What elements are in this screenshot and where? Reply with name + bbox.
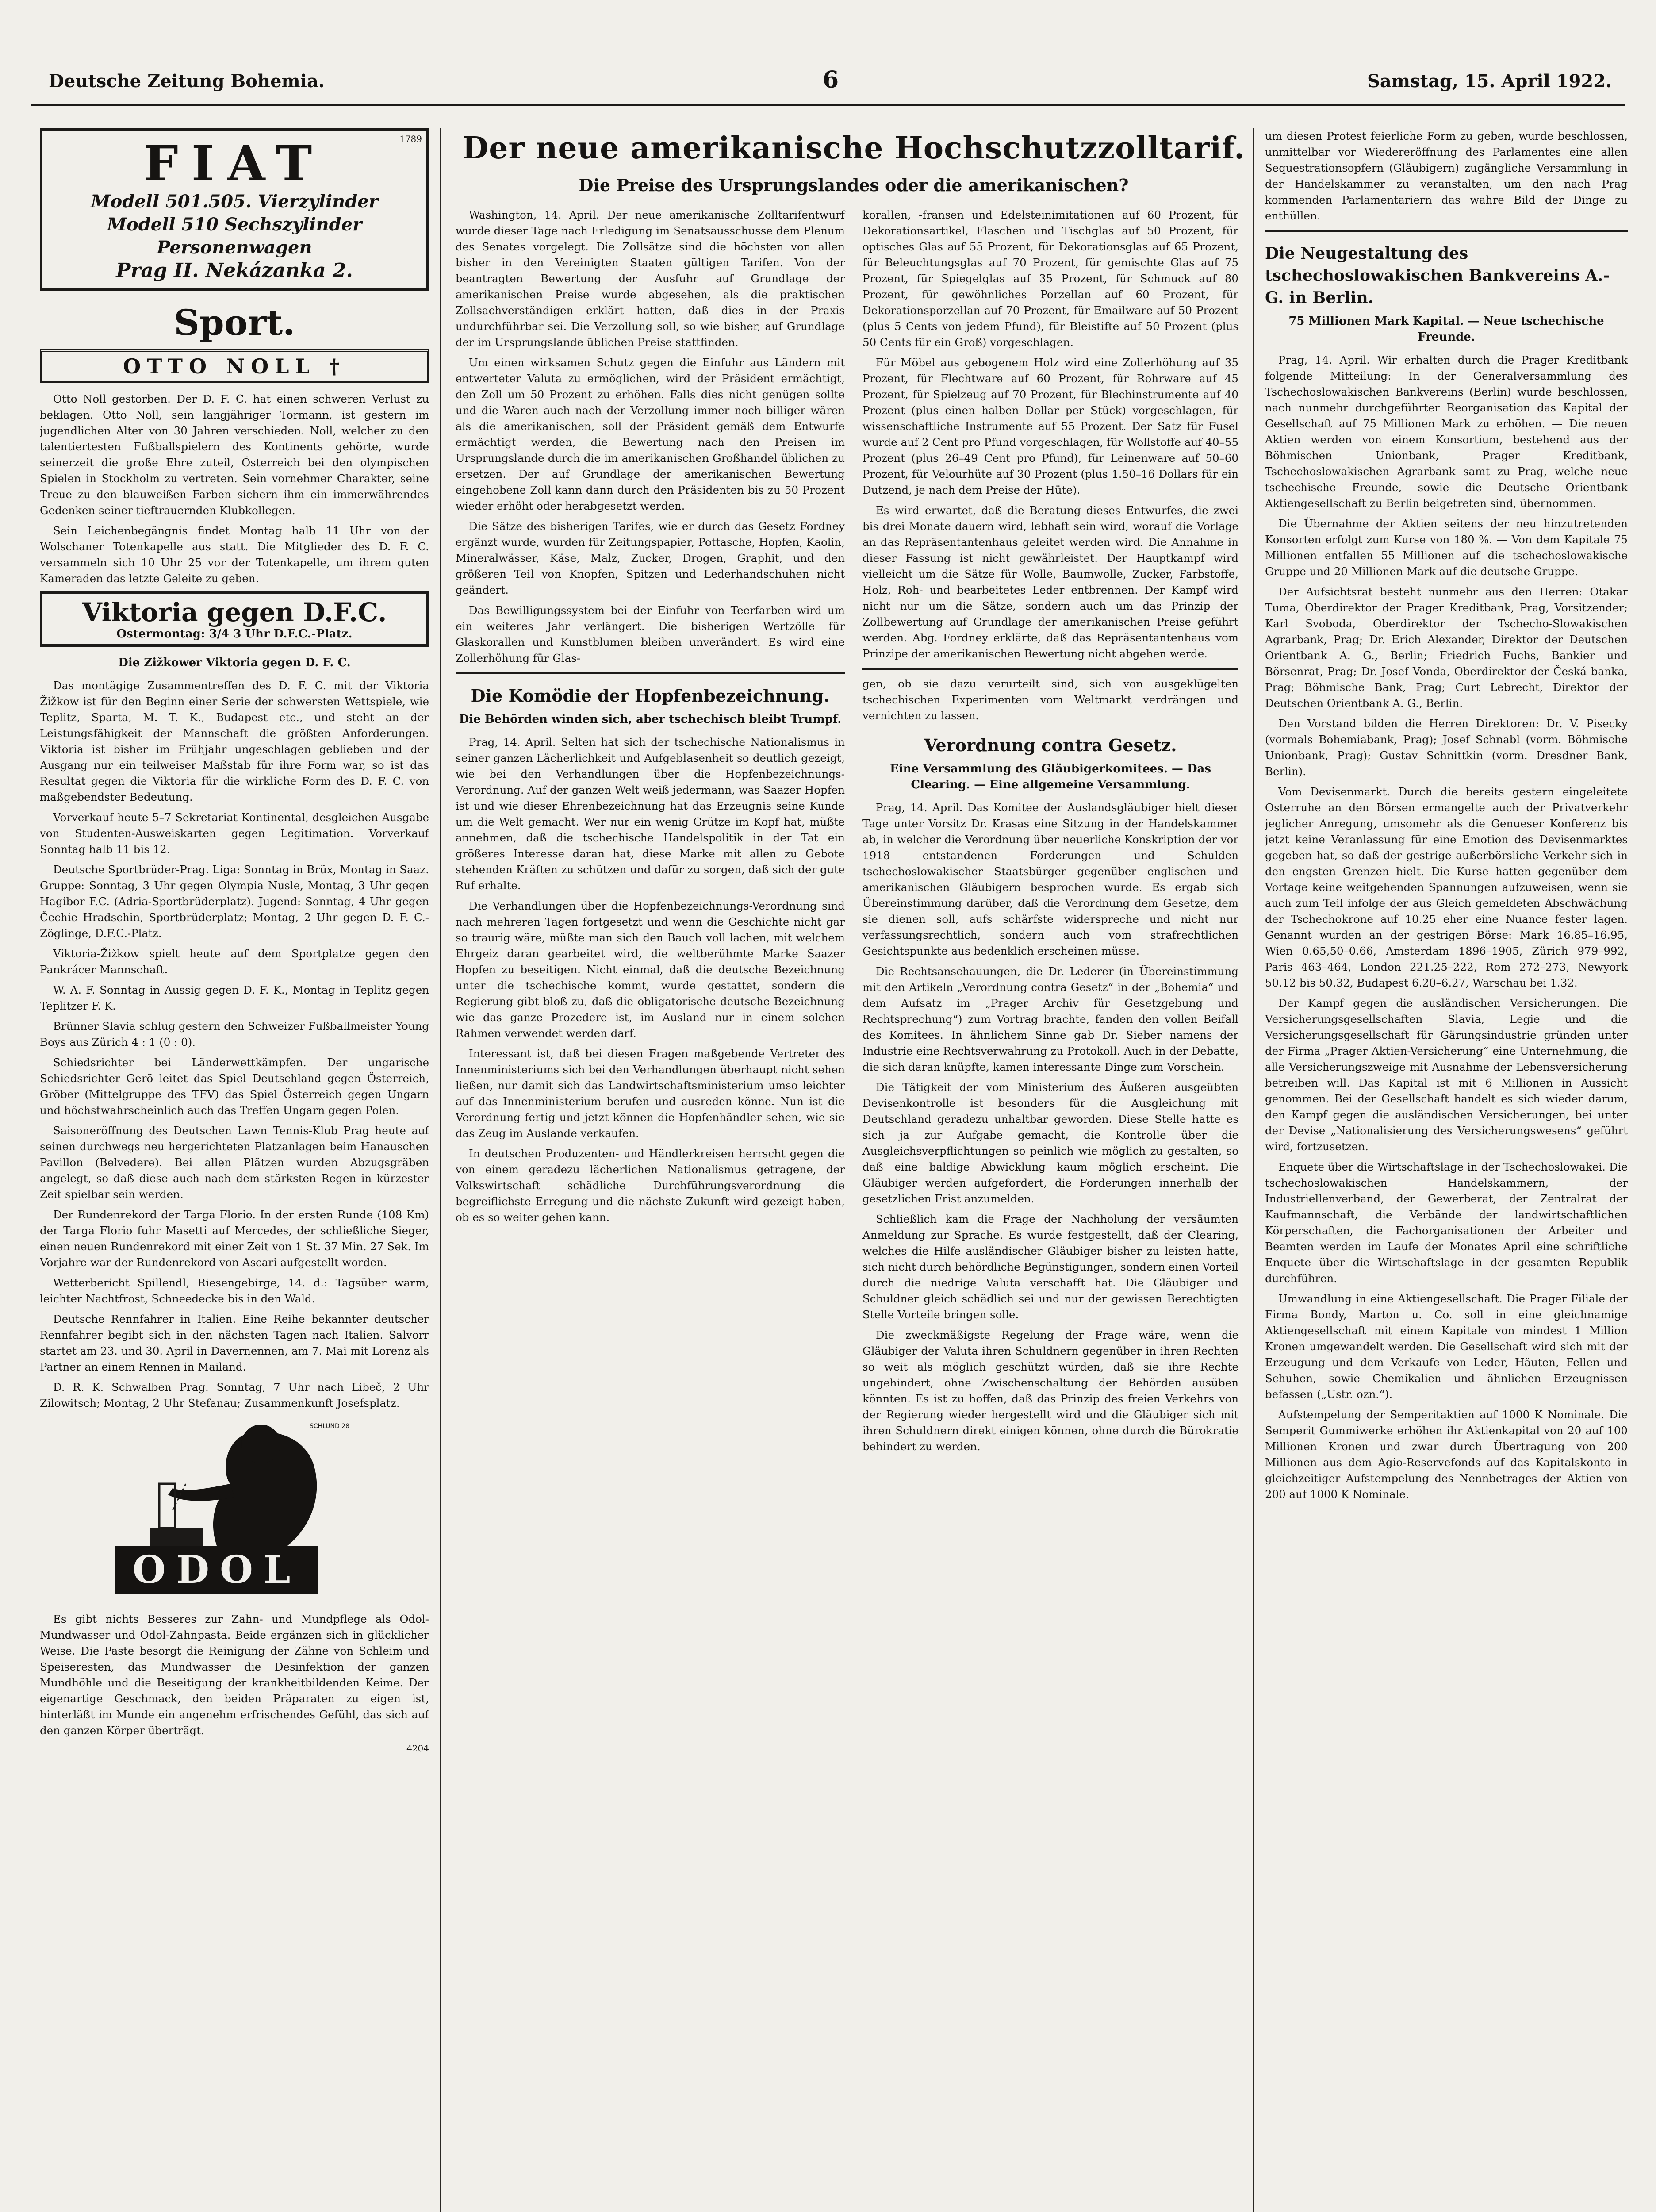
article-paragraph: Deutsche Rennfahrer in Italien. Eine Reihe bekannter deutscher Rennfahrer begibt sich in den nächsten Tagen nach Italien. Salvorr startet am 23. und 30. April in Davernennen, am 7. Mai mit Lorenz als Partner an einem Rennen in Mailand. <box>40 1313 429 1373</box>
viktoria-title: Viktoria gegen D.F.C. <box>82 597 387 627</box>
fiat-advertisement <box>40 128 429 291</box>
article-paragraph: Brünner Slavia schlug gestern den Schweizer Fußballmeister Young Boys aus Zürich 4 : 1 (0 : 0). <box>40 1020 429 1048</box>
section-rule <box>456 672 845 674</box>
viktoria-advertisement <box>40 591 429 647</box>
article-paragraph: Die zweckmäßigste Regelung der Frage wäre, wenn die Gläubiger der Valuta ihren Schuldnern gegenüber in ihren Rechten so weit als möglich geschützt würden, daß sie ihre Rechte ungehindert, ohne Zwischenschaltung der Behörden ausüben könnten. Es ist zu hoffen, daß das Prinzip des freien Verkehrs von der Regierung wieder hergestellt wird und die Gläubiger sich mit ihren Schuldnern direkt einigen können, ohne durch die Bürokratie behindert zu werden. <box>862 1329 1238 1453</box>
article-paragraph: Schiedsrichter bei Länderwettkämpfen. Der ungarische Schiedsrichter Gerö leitet das Spiel Deutschland gegen Österreich, Gröber (Mittelgruppe des TFV) das Spiel Österreich gegen Ungarn und höchstwahrscheinlich auch das Treffen Ungarn gegen Polen. <box>40 1056 429 1117</box>
article-paragraph: Sein Leichenbegängnis findet Montag halb 11 Uhr von der Wolschaner Totenkapelle aus statt. Die Mitglieder des D. F. C. versammeln sich 10 Uhr 25 vor der Totenkapelle, um ihrem guten Kameraden das letzte Geleite zu geben. <box>40 524 429 585</box>
article-paragraph: Prag, 14. April. Selten hat sich der tschechische Nationalismus in seiner ganzen Lächerlichkeit und Aufgeblasenheit so deutlich gezeigt, wie bei den Verhandlungen über die Hopfenbezeichnungs-Verordnung. Auf der ganzen Welt weiß jedermann, was Saazer Hopfen ist und wie dieser Ehrenbezeichnung hat das Erzeugnis seine Kunde um die Welt gemacht. Wer nur ein wenig Grütze im Kopf hat, müßte annehmen, daß die tschechische Handelspolitik in der Tat ein größeres Interesse daran hat, diese Marke mit allen zu Gebote stehenden Kräften zu schützen und dafür zu sorgen, daß sich der gute Ruf erhalte. <box>456 736 845 892</box>
article-paragraph: Aufstempelung der Semperitaktien auf 1000 K Nominale. Die Semperit Gummiwerke erhöhen ihr Aktienkapital von 20 auf 100 Millionen Kronen und zwar durch Übertragung von 200 Millionen aus dem Agio-Reservefonds auf das Kapitalskonto in gleichzeitiger Aufstempelung des Nennbetrages der Aktien von 200 auf 1000 K Nominale. <box>1265 1408 1628 1501</box>
article-paragraph: Washington, 14. April. Der neue amerikanische Zolltarifentwurf wurde dieser Tage nach Erledigung im Senatsausschusse dem Plenum des Senates vorgelegt. Die Zollsätze sind die höchsten von allen bisher in den Vereinigten Staaten gültigen Tarifen. Von der beantragten Bewertung der Ausfuhr auf Grundlage der amerikanischen Preise wurde abgesehen, als die praktischen Zollsachverständigen erklärt hatten, daß dies in der Praxis undurchführbar sei. Die Verzollung soll, so wie bisher, auf Grundlage der im Ursprungslande üblichen Preise stattfinden. <box>456 208 845 349</box>
fiat-address: Prag II. Nekázanka 2. <box>116 259 353 282</box>
column-divider <box>1253 128 1254 2212</box>
newspaper-page <box>31 66 1628 2212</box>
article-column-right <box>862 207 1238 1459</box>
article-subheadline: Die Behörden winden sich, aber tschechisch bleibt Trumpf. <box>459 713 842 726</box>
main-subheadline: Die Preise des Ursprungslandes oder die amerikanischen? <box>579 175 1129 195</box>
article-headline: Die Komödie der Hopfenbezeichnung. <box>471 686 830 706</box>
article-paragraph: Saisoneröffnung des Deutschen Lawn Tennis-Klub Prag heute auf seinen durchwegs neu hergerichteten Platzanlagen beim Hanauschen Pavillon (Belvedere). Bei allen Plätzen wurden Abzugsgräben angelegt, so daß diese auch nach dem stärksten Regen in kürzester Zeit spielbar sein werden. <box>40 1124 429 1201</box>
article-paragraph: Es gibt nichts Besseres zur Zahn- und Mundpflege als Odol-Mundwasser und Odol-Zahnpasta. Beide ergänzen sich in glücklicher Weise. Die Paste besorgt die Reinigung der Zähne von Schleim und Speiseresten, das Mundwasser die Desinfektion der ganzen Mundhöhle und die Beseitigung der krankheitbildenden Keime. Der eigenartige Geschmack, den beiden Präparaten zu eigen ist, hinterläßt im Munde ein angenehm erfrischendes Gefühl, das sich auf den ganzen Körper überträgt. <box>40 1613 429 1737</box>
article-subheadline: Eine Versammlung des Gläubigerkomitees. — Das Clearing. — Eine allgemeine Versammlung. <box>889 762 1211 791</box>
article-paragraph: D. R. K. Schwalben Prag. Sonntag, 7 Uhr nach Libeč, 2 Uhr Zilowitsch; Montag, 2 Uhr Stefanau; Zusammenkunft Josefsplatz. <box>40 1381 429 1409</box>
section-title-sport: Sport. <box>173 302 295 343</box>
article-column-left <box>456 207 845 1230</box>
article-paragraph: um diesen Protest feierliche Form zu geben, wurde beschlossen, unmittelbar vor Wiedereröffnung des Parlamentes eine allen Sequestrationsopfern (Gläubigern) zugängliche Versammlung in der Handelskammer zu veranstalten, um den nach Prag kommenden Parlamentariern das wahre Bild der Dinge zu enthüllen. <box>1265 130 1628 222</box>
article-headline: Die Neugestaltung des tschechoslowakischen Bankvereins A.-G. in Berlin. <box>1265 244 1610 307</box>
ad-number: 1789 <box>399 134 422 144</box>
fiat-line: Personenwagen <box>157 237 312 258</box>
fiat-line: Modell 510 Sechszylinder <box>107 214 362 235</box>
article-paragraph: Prag, 14. April. Wir erhalten durch die Prager Kreditbank folgende Mitteilung: In der Generalversammlung des Tschechoslowakischen Bankvereins (Berlin) wurde beschlossen, nach nunmehr durchgeführter Reorganisation das Kapital der Gesellschaft auf 75 Millionen Mark zu erhöhen. — Die neuen Aktien werden von einem Konsortium, bestehend aus der Böhmischen Unionbank, Prager Kreditbank, Tschechoslowakischen Agrarbank samt zu Prag, welche neue tschechische Freunde, sowie die Deutsche Orientbank Aktiengesellschaft zu Berlin beigetreten sind, übernommen. <box>1265 353 1628 510</box>
article-paragraph: Prag, 14. April. Das Komitee der Auslandsgläubiger hielt dieser Tage unter Vorsitz Dr. Krasas eine Sitzung in der Handelskammer ab, in welcher die Verordnung über neuerliche Konskription der vor 1918 entstandenen Forderungen und Schulden tschechoslowakischer Staatsbürger gegenüber englischen und amerikanischen Gläubigern besprochen wurde. Es ergab sich Übereinstimmung darüber, daß die Verordnung dem Gesetze, dem sie dienen soll, aufs schärfste widerspreche und nicht nur verfassungsrechtlich, sondern auch vom strafrechtlichen Gesichtspunkte aus bedenklich erscheinen müsse. <box>862 801 1238 957</box>
fiat-logo: FIAT <box>143 135 326 192</box>
illustrator-signature: SCHLUND 28 <box>310 1423 350 1430</box>
page-number: 6 <box>823 66 839 93</box>
article-paragraph: Für Möbel aus gebogenem Holz wird eine Zollerhöhung auf 35 Prozent, für Flechtware auf 60 Prozent, für Rohrware auf 45 Prozent, für Spielzeug auf 70 Prozent, für Blechinstrumente auf 40 Prozent (plus einen halben Dollar per Stück) vorgeschlagen, für wissenschaftliche Instrumente auf 55 Prozent. Der Satz für Fusel wurde auf 2 Cent pro Pfund vorgeschlagen, für Wollstoffe auf 40–55 Prozent (plus 26–49 Cent pro Pfund), für Leinenware auf 50–60 Prozent, für Velourhüte auf 30 Prozent (plus 1.50–16 Dollars für ein Dutzend, je nach dem Preise der Hüte). <box>862 356 1238 496</box>
article-heading: Die Zižkower Viktoria gegen D. F. C. <box>118 656 351 669</box>
viktoria-subtitle: Ostermontag: 3/4 3 Uhr D.F.C.-Platz. <box>116 627 353 641</box>
column-divider <box>440 128 441 2212</box>
article-paragraph: Viktoria-Žižkow spielt heute auf dem Sportplatze gegen den Pankrácer Mannschaft. <box>40 947 429 976</box>
article-paragraph: Deutsche Sportbrüder-Prag. Liga: Sonntag in Brüx, Montag in Saaz. Gruppe: Sonntag, 3 Uhr gegen Olympia Nusle, Montag, 3 Uhr gegen Hagibor F.C. (Adria-Sportbrüderplatz). Jugend: Sonntag, 4 Uhr gegen Čechie Hradschin, Sportbrüderplatz; Montag, 2 Uhr gegen D. F. C.-Zöglinge, D.F.C.-Platz. <box>40 863 429 940</box>
article-paragraph: Der Aufsichtsrat besteht nunmehr aus den Herren: Otakar Tuma, Oberdirektor der Prager Kreditbank, Prag, Vorsitzender; Karl Svoboda, Oberdirektor der Tschecho-Slowakischen Agrarbank, Prag; Dr. Erich Alexander, Direktor der Deutschen Orientbank A. G., Berlin; Friedrich Fuchs, Bankier und Börsenrat, Prag; Dr. Josef Vonda, Oberdirektor der Česká banka, Prag; Böhmische Bank, Prag; Curt Lebrecht, Direktor der Deutschen Orientbank A. G., Berlin. <box>1265 585 1628 710</box>
article-paragraph: Die Sätze des bisherigen Tarifes, wie er durch das Gesetz Fordney ergänzt wurde, wurden für Zeitungspapier, Pottasche, Hopfen, Kaolin, Mineralwässer, Käse, Malz, Zucker, Drogen, Graphit, und den größeren Teil von Knopfen, Spitzen und Lederhandschuhen nicht geändert. <box>456 520 845 596</box>
article-paragraph: Das montägige Zusammentreffen des D. F. C. mit der Viktoria Žižkow ist für den Beginn einer Serie der schwersten Wettspiele, wie Teplitz, Sparta, M. T. K., Budapest etc., und steht an der Leistungsfähigkeit der Mannschaft die größten Anforderungen. Viktoria ist bisher im Frühjahr ungeschlagen geblieben und der Ausgang nur ein teilweiser Maßstab für ihre Form war, so ist das Resultat gegen die Viktoria für die wirkliche Form des D. F. C. von maßgebendster Bedeutung. <box>40 679 429 803</box>
article-paragraph: Die Verhandlungen über die Hopfenbezeichnungs-Verordnung sind nach mehreren Tagen fortgesetzt und wenn die Geschichte nicht gar so traurig wäre, müßte man sich den Bauch voll lachen, mit welchem Ehrgeiz daran gearbeitet wird, die weltberühmte Marke Saazer Hopfen zu beseitigen. Nicht einmal, daß die deutsche Bezeichnung unter die tschechische kommt, wurde gestattet, sondern die Regierung gibt bloß zu, daß die obligatorische deutsche Bezeichnung wie das ganze Prozedere ist, im Ausland nur in einem solchen Rahmen verwendet werden darf. <box>456 899 845 1040</box>
article-paragraph: Vorverkauf heute 5–7 Sekretariat Kontinental, desgleichen Ausgabe von Studenten-Ausweiskarten gegen Legitimation. Vorverkauf Sonntag halb 11 bis 12. <box>40 811 429 856</box>
article-paragraph: Enquete über die Wirtschaftslage in der Tschechoslowakei. Die tschechoslowakischen Handelskammern, der Industriellenverband, der Gewerberat, der Zentralrat der Kaufmannschaft, die Verbände der landwirtschaftlichen Körperschaften, die Fachorganisationen der Arbeiter und Beamten werden im Laufe der Monates April eine schriftliche Enquete über die Wirtschaftslage in der gesamten Republik durchführen. <box>1265 1160 1628 1285</box>
article-paragraph: Die Tätigkeit der vom Ministerium des Äußeren ausgeübten Devisenkontrolle ist besonders für die Ausgleichung mit Deutschland geradezu unhaltbar geworden. Diese Stelle hatte es sich ja zur Aufgabe gemacht, die Kontrolle über die Ausgleichsverpflichtungen so peinlich wie möglich zu gestalten, so daß eine baldige Abwicklung kaum möglich erscheint. Die Gläubiger werden aufgefordert, die Forderungen innerhalb der gesetzlichen Frist anzumelden. <box>862 1081 1238 1205</box>
issue-date: Samstag, 15. April 1922. <box>1367 71 1612 92</box>
section-rule <box>1265 230 1628 232</box>
article-paragraph: Umwandlung in eine Aktiengesellschaft. Die Prager Filiale der Firma Bondy, Marton u. Co. soll in eine gleichnamige Aktiengesellschaft mit einem Kapitale von mindest 1 Million Kronen umgewandelt werden. Die Gesellschaft wird sich mit der Erzeugung und dem Verkaufe von Leder, Häuten, Fellen und Schuhen, sowie Chemikalien und ähnlichen Erzeugnissen befassen („Ustr. ozn.“). <box>1265 1292 1628 1401</box>
section-rule <box>862 668 1238 670</box>
article-paragraph: In deutschen Produzenten- und Händlerkreisen herrscht gegen die von einem geradezu lächerlichen Nationalismus getragene, der Volkswirtschaft schädliche Durchführungsverordnung die begreiflichste Erregung und die nächste Zukunft wird gezeigt haben, ob es so weiter gehen kann. <box>456 1147 845 1224</box>
article-paragraph: Den Vorstand bilden die Herren Direktoren: Dr. V. Pisecky (vormals Bohemiabank, Prag); Josef Schnabl (vorm. Böhmische Unionbank, Prag); Gustav Schnittkin (vorm. Dresdner Bank, Berlin). <box>1265 717 1628 778</box>
odol-figure-illustration <box>40 1417 420 1550</box>
column-economy <box>1265 128 1628 2212</box>
newspaper-name: Deutsche Zeitung Bohemia. <box>49 71 325 92</box>
article-paragraph: Interessant ist, daß bei diesen Fragen maßgebende Vertreter des Innenministeriums sich bei den Verhandlungen überhaupt nicht sehen ließen, nur damit sich das Landwirtschaftsministerium umso leichter auf das Innenministerium berufen und ausreden könne. Nun ist die Verordnung fertig und jetzt können die Hopfenhändler sehen, wie sie das Zeug im Auslande verkaufen. <box>456 1047 845 1140</box>
article-paragraph: gen, ob sie dazu verurteilt sind, sich von ausgeklügelten tschechischen Experimenten vom Weltmarkt verdrängen und vernichten zu lassen. <box>862 677 1238 722</box>
obituary-title: OTTO NOLL † <box>40 349 429 383</box>
fiat-line: Modell 501.505. Vierzylinder <box>91 191 378 212</box>
odol-logo: ODOL <box>115 1546 318 1594</box>
column-tariff <box>456 128 1252 2212</box>
page-header <box>31 66 1625 97</box>
article-paragraph: Es wird erwartet, daß die Beratung dieses Entwurfes, die zwei bis drei Monate dauern wird, lebhaft sein wird, worauf die Vorlage an das Repräsentantenhaus geleitet werden wird. Die Annahme in dieser Fassung ist nicht gewährleistet. Der Hauptkampf wird vielleicht um die Sätze für Wolle, Baumwolle, Zucker, Farbstoffe, Holz, Roh- und bearbeitetes Leder entbrennen. Der Kampf wird nicht nur um die Sätze, sondern auch um das Prinzip der Zollbewertung auf Grundlage der amerikanischen Preise geführt werden. Abg. Fordney erklärte, daß das Repräsentantenhaus vom Prinzipe der amerikanischen Bewertung nicht abgehen werde. <box>862 504 1238 660</box>
article-paragraph: Um einen wirksamen Schutz gegen die Einfuhr aus Ländern mit entwerteter Valuta zu ermöglichen, wird der Präsident ermächtigt, den Zoll um 50 Prozent zu erhöhen. Falls dies nicht genügen sollte und die Waren auch nach der Verzollung immer noch billiger wären als die amerikanischen, soll der Präsident gemäß dem Entwurfe ermächtigt werden, die Bewertung nach den Preisen im Ursprungslande durch die im amerikanischen Großhandel üblichen zu ersetzen. Der auf Grundlage der amerikanischen Bewertung eingehobene Zoll kann dann durch den Präsidenten bis zu 50 Prozent wieder erhöht oder herabgesetzt werden. <box>456 356 845 512</box>
article-paragraph: Der Rundenrekord der Targa Florio. In der ersten Runde (108 Km) der Targa Florio fuhr Masetti auf Mercedes, der schließliche Sieger, einen neuen Rundenrekord mit einer Zeit von 1 St. 37 Min. 27 Sek. Im Vorjahre war der Rundenrekord von Ascari aufgestellt worden. <box>40 1208 429 1269</box>
article-paragraph: Die Rechtsanschauungen, die Dr. Lederer (in Übereinstimmung mit den Artikeln „Verordnung contra Gesetz“ in der „Bohemia“ und dem Aufsatz im „Prager Archiv für Gesetzgebung und Rechtsprechung“) zum Vortrag brachte, fanden den vollen Beifall des Komitees. In ähnlichem Sinne gab Dr. Sieber namens der Industrie eine Rechtsverwahrung zu Protokoll. Auch in der Debatte, die sich daran knüpfte, kamen interessante Dinge zum Vorschein. <box>862 965 1238 1073</box>
main-headline: Der neue amerikanische Hochschutzzolltarif. <box>462 131 1245 166</box>
article-paragraph: Das Bewilligungssystem bei der Einfuhr von Teerfarben wird um ein weiteres Jahr verlängert. Die bisherigen Wertzölle für Glaskorallen und Kunstblumen bleiben unverändert. Es wird eine Zollerhöhung für Glas- <box>456 604 845 664</box>
article-paragraph: W. A. F. Sonntag in Aussig gegen D. F. K., Montag in Teplitz gegen Teplitzer F. K. <box>40 983 429 1012</box>
article-paragraph: Die Übernahme der Aktien seitens der neu hinzutretenden Konsorten erfolgt zum Kurse von 180 %. — Von dem Kapitale 75 Millionen entfallen 55 Millionen auf die tschechoslowakische Gruppe und 20 Millionen Mark auf die deutsche Gruppe. <box>1265 517 1628 578</box>
article-paragraph: Otto Noll gestorben. Der D. F. C. hat einen schweren Verlust zu beklagen. Otto Noll, sein langjähriger Tormann, ist gestern im jugendlichen Alter von 30 Jahren verschieden. Noll, welcher zu den talentiertesten Fußballspielern des Kontinents gehörte, wurde seinerzeit die große Ehre zuteil, Österreich bei den olympischen Spielen in Stockholm zu vertreten. Sein vornehmer Charakter, seine Treue zu den blauweißen Farben sichern ihm ein immerwährendes Gedenken seiner tieftrauernden Klubkollegen. <box>40 392 429 517</box>
article-headline: Verordnung contra Gesetz. <box>924 735 1177 755</box>
article-subheadline: 75 Millionen Mark Kapital. — Neue tschechische Freunde. <box>1288 315 1604 344</box>
article-paragraph: Wetterbericht Spillendl, Riesengebirge, 14. d.: Tagsüber warm, leichter Nachtfrost, Schneedecke bis in den Wald. <box>40 1276 429 1305</box>
column-sport <box>40 128 429 2212</box>
article-paragraph: Vom Devisenmarkt. Durch die bereits gestern eingeleitete Osterruhe an den Börsen ermangelte auch der Privatverkehr jeglicher Anregung, umsomehr als die Genueser Konferenz bis jetzt keine Veranlassung für eine Emotion des Devisenmarktes gegeben hat, so daß der gestrige außerbörsliche Verkehr sich in den engsten Grenzen hielt. Die Kurse hatten gegenüber dem Vortage keine weitgehenden Spannungen aufzuweisen, wenn sie auch zum Teil infolge der aus Gleich gemeldeten Abschwächung der Tschechokrone auf 10.25 eher eine Nuance fester lagen. Genannt wurden an der gestrigen Börse: Mark 16.85–16.95, Wien 0.65,50–0.66, Amsterdam 1896–1905, Zürich 979–992, Paris 463–464, London 221.25–222, Rom 272–273, Newyork 50.12 bis 50.32, Budapest 6.20–6.27, Warschau bei 1.32. <box>1265 785 1628 989</box>
article-paragraph: Schließlich kam die Frage der Nachholung der versäumten Anmeldung zur Sprache. Es wurde festgestellt, daß der Clearing, welches die Hilfe ausländischer Gläubiger bisher zu leisten hatte, sich nicht durch behördliche Begünstigungen, sondern einen Vorteil durch die niedrige Valuta verschafft hat. Die Gläubiger und Schuldner gleich schädlich sei und nur der gewissen Berechtigten Stelle Vorteile bringen solle. <box>862 1213 1238 1321</box>
article-paragraph: korallen, -fransen und Edelsteinimitationen auf 60 Prozent, für Dekorationsartikel, Flaschen und Tischglas auf 50 Prozent, für optisches Glas auf 55 Prozent, für Dekorationsglas auf 65 Prozent, für Beleuchtungsglas auf 70 Prozent, für gemischte Glas auf 75 Prozent, für Spiegelglas auf 35 Prozent, für Schmuck auf 80 Prozent, für gewöhnliches Porzellan auf 60 Prozent, für Dekorationsporzellan auf 70 Prozent, für Emailware auf 50 Prozent (plus 5 Cents von jedem Pfund), für Bleistifte auf 50 Prozent (plus 50 Cents für ein Groß) vorgeschlagen. <box>862 208 1238 349</box>
odol-advertisement-illustration <box>40 1417 429 1603</box>
header-rule <box>31 104 1625 106</box>
ad-number: 4204 <box>406 1743 429 1754</box>
article-paragraph: Der Kampf gegen die ausländischen Versicherungen. Die Versicherungsgesellschaften Slavia, Legie und die Versicherungsgesellschaft für Gärungsindustrie gründen unter der Firma „Prager Aktien-Versicherung“ eine Unternehmung, die alle Versicherungszweige mit Ausnahme der Lebensversicherung betreiben will. Das Kapital ist mit 6 Millionen in Aussicht genommen. Bei der Gesellschaft handelt es sich wieder darum, den Kampf gegen die ausländischen Versicherungen, bei unter der Devise „Nationalisierung des Versicherungswesens“ geführt wird, fortzusetzen. <box>1265 997 1628 1153</box>
